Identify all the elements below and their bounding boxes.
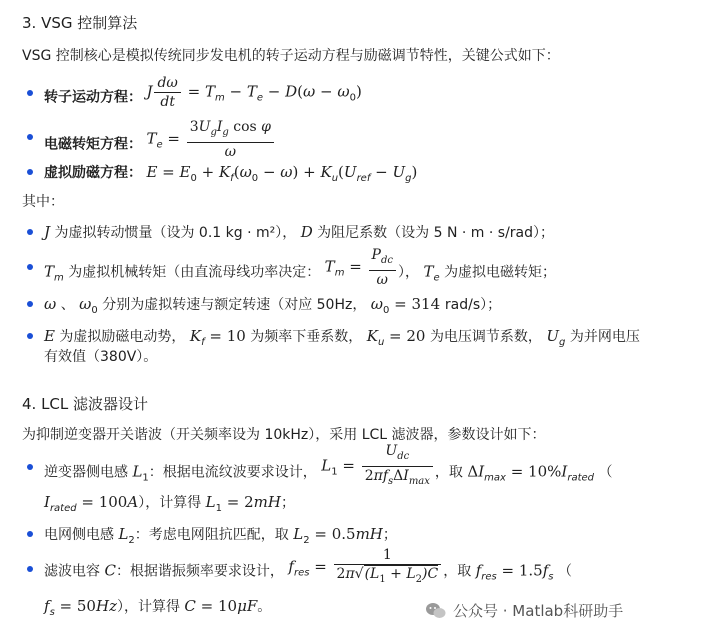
list-item-text: ，取 <box>434 464 463 481</box>
list-item-text: ，取 <box>443 563 472 580</box>
bullet-icon <box>27 333 33 339</box>
bullet-icon <box>27 229 33 235</box>
section-4-intro: 为抑制逆变器开关谐波（开关频率设为 10kHz），采用 LCL 滤波器，参数设计如下： <box>22 427 546 443</box>
document-page: 3. VSG 控制算法 VSG 控制核心是模拟传统同步发电机的转子运动方程与励磁调节特性，关键公式如下： 转子运动方程： J $\frac{d\omega}{dt}$ = $T_m - T_e - D(\omega - \omega_0)$ 电磁转矩方程： $T_e$ = $\frac{3U_gI_g \cos \varphi}{\omega}$ 虚拟励磁方程： $E = E_0 + K_f(\omega_0 - \omega) + K_u(U_{ref} - U_g)$ 其中： J 为虚拟转动惯量（设为 0.1 kg · m²）， D 为阻尼系数（设为 5 N · m · s/rad）； $T_m$ 为虚拟机械转矩（由直流母线功率决定： $T_m$ = $\frac{P_{dc}}{\omega}$ ）， $T_e$ 为虚拟电磁转矩； ω 、 $\omega_0$ 分别为虚拟转速与额定转速（对应 50Hz， $\omega_0 = 314$ rad/s）； E 为虚拟励磁电动势， $K_f = 10$ 为频率下垂系数， $K_u = 20$ 为电压调节系数， $U_g$ 为并网电压 有效值（380V）。 4. LCL 滤波器设计 为抑制逆变器开关谐波（开关频率设为 10kHz），采用 LCL 滤波器，参数设计如下： 逆变器侧电感 $L_1$：根据电流纹波要求设计， $L_1$ = $\frac{U_{dc}}{2\pi f_s\Delta I_{max}}$ ，取 $\Delta I_{max} = 10\%I_{rated}$ （ $I_{rated} = 100A$），计算得 $L_1 = 2mH$； 电网侧电感 $L_2$：考虑电网阻抗匹配，取 $L_2 = 0.5mH$； 滤波电容 C：根据谐振频率要求设计， $f_{res}$ = $\frac{1}{2\pi√(L_1 + L_2)C}$ ，取 $f_{res} = 1.5f_s$ （ $f_s = 50Hz$），计算得 C = 10μF。 公众号 · Matlab科研助手 <box>22 14 640 620</box>
torque-equation: $T_e$ = $\frac{3U_gI_g \cos \varphi}{\omega}$ <box>146 118 276 161</box>
section-4-title: 4. LCL 滤波器设计 <box>22 395 149 413</box>
mechanical-torque-formula: $T_m$ = $\frac{P_{dc}}{\omega}$ <box>325 246 398 289</box>
list-item-text: 有效值（380V）。 <box>44 349 158 365</box>
list-item-text: ），计算得 <box>138 495 202 511</box>
list-item-text: （ <box>557 563 572 580</box>
bullet-icon <box>27 134 33 140</box>
bullet-icon <box>27 566 33 572</box>
watermark-text: 公众号 · Matlab科研助手 <box>453 602 624 620</box>
equation-label: 转子运动方程： <box>44 89 142 106</box>
bullet-icon <box>27 90 33 96</box>
bullet-icon <box>27 301 33 307</box>
list-item-text: 为虚拟电磁转矩； <box>444 264 557 281</box>
where-label: 其中： <box>22 194 64 210</box>
list-item-text: 为虚拟机械转矩（由直流母线功率决定： <box>68 264 321 281</box>
list-item-text: 分别为虚拟转速与额定转速（对应 50Hz， <box>102 297 367 313</box>
list-item-text: 逆变器侧电感 <box>44 464 128 481</box>
wechat-icon <box>425 602 447 620</box>
bullet-icon <box>27 464 33 470</box>
excitation-equation: $E = E_0 + K_f(\omega_0 - \omega) + K_u(U_{ref} - U_g)$ <box>146 163 418 184</box>
list-item-text: 为虚拟转动惯量（设为 0.1 kg · m²）， <box>54 225 297 241</box>
list-item-text: ）， <box>397 264 419 281</box>
bullet-icon <box>27 169 33 175</box>
list-item-text: ：考虑电网阻抗匹配，取 <box>134 527 289 543</box>
bullet-icon <box>27 264 33 270</box>
bullet-icon <box>27 531 33 537</box>
list-item-text: ），计算得 <box>116 599 180 615</box>
list-item-text: 为虚拟励磁电动势， <box>59 329 186 345</box>
list-item-text: 为电压调节系数， <box>429 329 542 345</box>
list-item-text: 为阻尼系数（设为 5 N · m · s/rad）； <box>317 225 555 241</box>
list-item-text: 为频率下垂系数， <box>250 329 363 345</box>
list-item-text: rad/s）； <box>444 297 502 313</box>
inductor-l1-formula: $L_1$ = $\frac{U_{dc}}{2\pi f_s\Delta I_{max}}$ <box>321 442 435 491</box>
equation-label: 电磁转矩方程： <box>44 136 142 153</box>
resonance-frequency-formula: $f_{res}$ = $\frac{1}{2\pi√(L_1 + L_2)C}$ <box>288 546 443 589</box>
list-item-text: ：根据谐振频率要求设计， <box>115 563 284 580</box>
rotor-equation: J $\frac{d\omega}{dt}$ = $T_m - T_e - D(\omega - \omega_0)$ <box>146 75 362 110</box>
list-item-text: 电网侧电感 <box>44 527 114 543</box>
list-item-text: 。 <box>257 599 272 615</box>
list-item-text: 、 <box>60 297 75 313</box>
section-3-title: 3. VSG 控制算法 <box>22 14 138 32</box>
list-item-text: ：根据电流纹波要求设计， <box>148 464 317 481</box>
list-item-text: ； <box>280 495 295 511</box>
section-3-intro: VSG 控制核心是模拟传统同步发电机的转子运动方程与励磁调节特性，关键公式如下： <box>22 48 560 64</box>
list-item-text: （ <box>598 464 613 481</box>
watermark <box>425 600 623 621</box>
list-item-text: 为并网电压 <box>569 329 640 345</box>
list-item-text: ； <box>382 527 397 543</box>
equation-label: 虚拟励磁方程： <box>44 165 142 181</box>
list-item-text: 滤波电容 <box>44 563 100 580</box>
